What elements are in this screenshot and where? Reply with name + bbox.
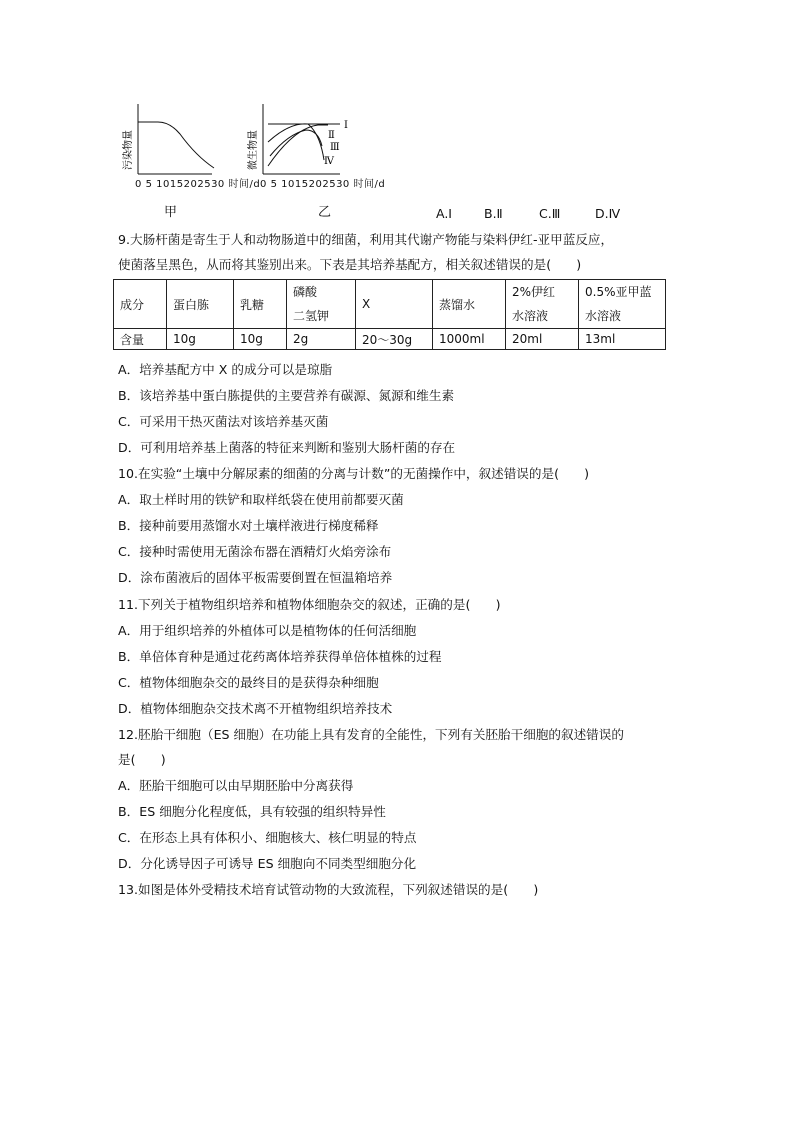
yi-label-III: Ⅲ xyxy=(330,142,340,153)
yi-label-I: Ⅰ xyxy=(344,120,348,131)
table-cell: 0.5%亚甲蓝 水溶液 xyxy=(579,280,666,329)
table-cell: 20～30g xyxy=(356,329,433,350)
q12-option-c: C．在形态上具有体积小、细胞核大、核仁明显的特点 xyxy=(118,830,417,845)
yi-ylabel: 微生物量 xyxy=(248,130,259,170)
jia-ylabel: 污染物量 xyxy=(123,130,134,170)
chart-jia xyxy=(121,104,214,174)
yi-label-IV: Ⅳ xyxy=(324,156,334,167)
q11-option-b: B．单倍体育种是通过花药离体培养获得单倍体植株的过程 xyxy=(118,649,442,664)
q9-option-b: B．该培养基中蛋白胨提供的主要营养有碳源、氮源和维生素 xyxy=(118,388,455,403)
q9-stem-line1: 9.大肠杆菌是寄生于人和动物肠道中的细菌，利用其代谢产物能与染料伊红-亚甲蓝反应， xyxy=(118,232,614,247)
caption-jia: 甲 xyxy=(164,205,178,220)
yi-label-II: Ⅱ xyxy=(328,130,335,141)
table-cell: 10g xyxy=(234,329,287,350)
q11-option-d: D．植物体细胞杂交技术离不开植物组织培养技术 xyxy=(118,701,393,716)
q11-option-a: A．用于组织培养的外植体可以是植物体的任何活细胞 xyxy=(118,623,417,638)
q13-stem: 13.如图是体外受精技术培育试管动物的大致流程，下列叙述错误的是( ) xyxy=(118,882,539,897)
q10-option-c: C．接种时需使用无菌涂布器在酒精灯火焰旁涂布 xyxy=(118,544,392,559)
table-cell: 蒸馏水 xyxy=(433,280,506,329)
q10-stem: 10.在实验“土壤中分解尿素的细菌的分离与计数”的无菌操作中，叙述错误的是( ) xyxy=(118,466,590,481)
q9-option-a: A．培养基配方中 X 的成分可以是琼脂 xyxy=(118,362,333,377)
option-d: D.Ⅳ xyxy=(595,206,621,221)
q12-stem-line2: 是( ) xyxy=(118,752,166,767)
q10-option-a: A．取土样时用的铁铲和取样纸袋在使用前都要灭菌 xyxy=(118,492,404,507)
q12-option-d: D．分化诱导因子可诱导 ES 细胞向不同类型细胞分化 xyxy=(118,856,417,871)
q9-option-c: C．可采用干热灭菌法对该培养基灭菌 xyxy=(118,414,329,429)
chart-yi xyxy=(246,104,348,174)
figure-block xyxy=(118,98,658,220)
q10-option-d: D．涂布菌液后的固体平板需要倒置在恒温箱培养 xyxy=(118,570,393,585)
table-cell: 2%伊红 水溶液 xyxy=(506,280,579,329)
table-cell: 20ml xyxy=(506,329,579,350)
table-cell: 含量 xyxy=(114,329,167,350)
q9-stem-line2: 使菌落呈黑色，从而将其鉴别出来。下表是其培养基配方，相关叙述错误的是( ) xyxy=(118,257,582,272)
option-b: B.Ⅱ xyxy=(484,206,503,221)
q12-option-a: A．胚胎干细胞可以由早期胚胎中分离获得 xyxy=(118,778,354,793)
table-cell: 磷酸 二氢钾 xyxy=(287,280,356,329)
jia-ticks: 0 5 1015202530 时间/d xyxy=(135,179,261,190)
table-cell: 成分 xyxy=(114,280,167,329)
q11-option-c: C．植物体细胞杂交的最终目的是获得杂种细胞 xyxy=(118,675,379,690)
q12-stem-line1: 12.胚胎干细胞（ES 细胞）在功能上具有发育的全能性，下列有关胚胎干细胞的叙述错误的 xyxy=(118,727,624,742)
q12-option-b: B．ES 细胞分化程度低，具有较强的组织特异性 xyxy=(118,804,386,819)
table-header-row xyxy=(114,280,666,329)
table-cell: 乳糖 xyxy=(234,280,287,329)
option-a: A.Ⅰ xyxy=(436,206,452,221)
jia-curve xyxy=(138,122,214,168)
table-cell: X xyxy=(356,280,433,329)
table-cell: 1000ml xyxy=(433,329,506,350)
q10-option-b: B．接种前要用蒸馏水对土壤样液进行梯度稀释 xyxy=(118,518,379,533)
jia-xlabel: 时间/d xyxy=(228,179,261,190)
table-cell: 13ml xyxy=(579,329,666,350)
caption-yi: 乙 xyxy=(318,205,332,220)
table-cell: 10g xyxy=(167,329,234,350)
yi-curve-II xyxy=(268,125,328,166)
table-cell: 蛋白胨 xyxy=(167,280,234,329)
option-c: C.Ⅲ xyxy=(539,206,561,221)
media-table xyxy=(113,279,666,350)
yi-ticks: 0 5 1015202530 时间/d xyxy=(260,179,386,190)
table-row xyxy=(114,329,666,350)
table-cell: 2g xyxy=(287,329,356,350)
q9-option-d: D．可利用培养基上菌落的特征来判断和鉴别大肠杆菌的存在 xyxy=(118,440,456,455)
yi-xlabel: 时间/d xyxy=(353,179,386,190)
q11-stem: 11.下列关于植物组织培养和植物体细胞杂交的叙述，正确的是( ) xyxy=(118,597,501,612)
